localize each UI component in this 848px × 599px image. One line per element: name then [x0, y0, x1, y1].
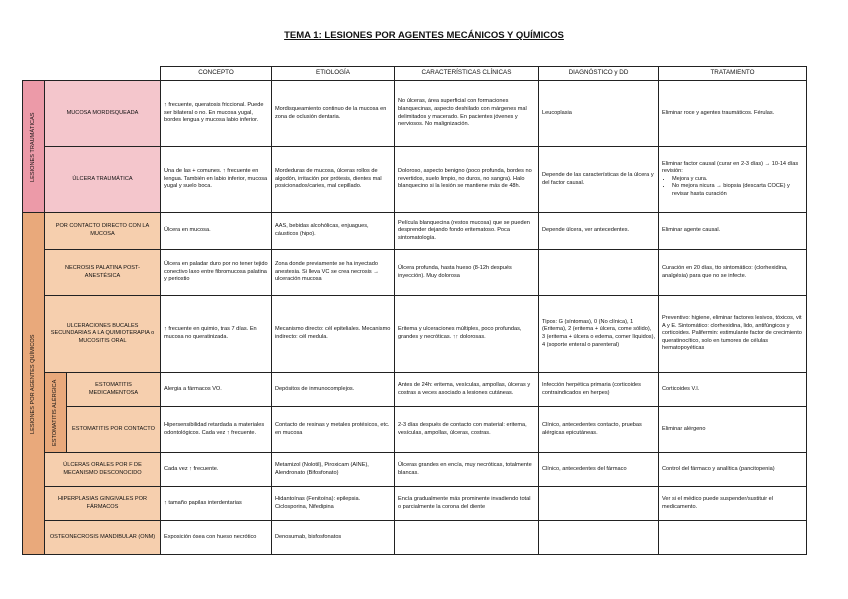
cell-concepto: ↑ tamaño papilas interdentarias	[161, 487, 272, 521]
cell-tratamiento: Preventivo: higiene, eliminar factores lesivos, tóxicos, vit A y E. Sintomático: clorhexidina, lido, antifúngicos y corticoides. Palifermin: estimulante factor de crecimiento queratinocítico, solo en tumores de células hematopoyéticas	[659, 296, 807, 373]
cell-tratamiento	[659, 147, 807, 213]
header-diagnostico: DIAGNÓSTICO y DD	[539, 67, 659, 81]
cell-diagnostico: Tipos: G (síntomas), 0 (No clínica), 1 (Eritema), 2 (eritema + úlcera, come sólido), 3 (eritema + úlcera o edema, comer líquidos), 4 (soporte enteral o parenteral)	[539, 296, 659, 373]
cell-concepto: Alergia a fármacos VO.	[161, 373, 272, 407]
table-row	[23, 296, 807, 373]
cell-clinica: Úlcera profunda, hasta hueso (8-12h después inyección). Muy dolorosa	[395, 250, 539, 296]
header-concepto: CONCEPTO	[161, 67, 272, 81]
cell-concepto: Una de las + comunes. ↑ frecuente en lengua. También en labio inferior, mucosa yugal y suelo boca.	[161, 147, 272, 213]
cell-diagnostico: Depende de las características de la úlcera y del factor causal.	[539, 147, 659, 213]
table-row	[23, 147, 807, 213]
cell-tratamiento: Control del fármaco y analítica (pancitopenia)	[659, 453, 807, 487]
cell-clinica: Antes de 24h: eritema, vesículas, ampollas, úlceras y costras a veces asociado a lesiones cutáneas.	[395, 373, 539, 407]
cell-clinica: Encía gradualmente más prominente invadiendo total o parcialmente la corona del diente	[395, 487, 539, 521]
cell-diagnostico: Clínico, antecedentes contacto, pruebas alérgicas epicutáneas.	[539, 407, 659, 453]
cell-etiologia: AAS, bebidas alcohólicas, enjuagues, cáusticos (hipo).	[272, 213, 395, 250]
cell-concepto: Hipersensibilidad retardada a materiales odontológicos. Cada vez ↑ frecuente.	[161, 407, 272, 453]
tratamiento-text: Eliminar factor causal (curar en 2-3 días) → 10-14 días revisión:	[662, 160, 799, 175]
cell-clinica: Eritema y ulceraciones múltiples, poco profundas, grandes y necróticas. ↑↑ dolorosas.	[395, 296, 539, 373]
table-row	[23, 453, 807, 487]
page-title: TEMA 1: LESIONES POR AGENTES MECÁNICOS Y QUÍMICOS	[284, 30, 564, 41]
cell-concepto: Úlcera en paladar duro por no tener tejido conectivo laxo entre fibromucosa palatina y periostio	[161, 250, 272, 296]
category-chemical: LESIONES POR AGENTES QUÍMICOS	[23, 213, 45, 555]
cell-diagnostico: Depende úlcera, ver antecedentes.	[539, 213, 659, 250]
cell-etiologia: Denosumab, bisfosfonatos	[272, 521, 395, 555]
header-tratamiento: TRATAMIENTO	[659, 67, 807, 81]
cell-diagnostico: Leucoplasia	[539, 81, 659, 147]
cell-diagnostico	[539, 487, 659, 521]
row-name: POR CONTACTO DIRECTO CON LA MUCOSA	[45, 213, 161, 250]
cell-tratamiento: Eliminar roce y agentes traumáticos. Férulas.	[659, 81, 807, 147]
table-row	[23, 81, 807, 147]
cell-clinica: No úlceras, área superficial con formaciones blanquecinas, aspecto deshilado con márgenes mal delimitados y macerado. En pacientes jóvenes y nerviosos. No malignización.	[395, 81, 539, 147]
cell-diagnostico: Clínico, antecedentes del fármaco	[539, 453, 659, 487]
table-row	[23, 213, 807, 250]
table-row	[23, 521, 807, 555]
cell-clinica: 2-3 días después de contacto con material: eritema, vesículas, ampollas, úlceras, costras.	[395, 407, 539, 453]
row-name: OSTEONECROSIS MANDIBULAR (ONM)	[45, 521, 161, 555]
cell-etiologia: Hidantoínas (Fenitoína): epilepsia. Ciclosporina, Nifedipina	[272, 487, 395, 521]
row-name: ÚLCERA TRAUMÁTICA	[45, 147, 161, 213]
header-clinica: CARACTERÍSTICAS CLÍNICAS	[395, 67, 539, 81]
cell-diagnostico	[539, 521, 659, 555]
list-item: • Mejora y cura.	[672, 176, 803, 184]
cell-diagnostico: Infección herpética primaria (corticoides contraindicados en herpes)	[539, 373, 659, 407]
cell-concepto: Úlcera en mucosa.	[161, 213, 272, 250]
tratamiento-list	[662, 176, 803, 199]
cell-etiologia: Contacto de resinas y metales protésicos, etc. en mucosa	[272, 407, 395, 453]
cell-clinica	[395, 521, 539, 555]
cell-concepto: ↑ frecuente, queratosis friccional. Puede ser bilateral o no. En mucosa yugal, bordes lengua y mucosa labio inferior.	[161, 81, 272, 147]
cell-clinica: Doloroso, aspecto benigno (poco profunda, bordes no revertidos, suelo limpio, no duros, no sangra). Halo blanquecino si la lesión se mantiene más de 48h.	[395, 147, 539, 213]
row-name: MUCOSA MORDISQUEADA	[45, 81, 161, 147]
header-etiologia: ETIOLOGÍA	[272, 67, 395, 81]
row-name: ULCERACIONES BUCALES SECUNDARIAS A LA QUIMIOTERAPIA o MUCOSITIS ORAL	[45, 296, 161, 373]
header-row	[23, 67, 807, 81]
cell-concepto: ↑ frecuente en quimio, tras 7 días. En mucosa no queratinizada.	[161, 296, 272, 373]
row-name: NECROSIS PALATINA POST-ANESTÉSICA	[45, 250, 161, 296]
cell-clinica: Película blanquecina (restos mucosa) que se pueden desprender dejando fondo eritematoso. Poca sintomatología.	[395, 213, 539, 250]
cell-tratamiento: Corticoides V.I.	[659, 373, 807, 407]
row-name: ESTOMATITIS MEDICAMENTOSA	[67, 373, 161, 407]
cell-etiologia: Zona donde previamente se ha inyectado anestesia. Si lleva VC se crea necrosis → ulceración mucosa	[272, 250, 395, 296]
cell-clinica: Úlceras grandes en encía, muy necróticas, totalmente blancas.	[395, 453, 539, 487]
table-row	[23, 373, 807, 407]
category-allergic: ESTOMATITIS ALÉRGICA	[45, 373, 67, 453]
cell-concepto: Cada vez ↑ frecuente.	[161, 453, 272, 487]
row-name: HIPERPLASIAS GINGIVALES POR FÁRMACOS	[45, 487, 161, 521]
cell-tratamiento: Eliminar agente causal.	[659, 213, 807, 250]
table-row	[23, 487, 807, 521]
cell-concepto: Exposición ósea con hueso necrótico	[161, 521, 272, 555]
table-row	[23, 250, 807, 296]
category-traumatic: LESIONES TRAUMÁTICAS	[23, 81, 45, 213]
cell-etiologia: Metamizol (Nolotil), Piroxicam (AINE), Alendronato (Bifosfonato)	[272, 453, 395, 487]
list-item: • No mejora nicura → biopsia (descarta COCE) y revisar hasta curación	[672, 183, 803, 198]
cell-tratamiento: Eliminar alérgeno	[659, 407, 807, 453]
cell-tratamiento	[659, 521, 807, 555]
lesions-table	[22, 66, 807, 555]
table-row	[23, 407, 807, 453]
row-name: ESTOMATITIS POR CONTACTO	[67, 407, 161, 453]
cell-etiologia: Depósitos de inmunocomplejos.	[272, 373, 395, 407]
cell-tratamiento: Ver si el médico puede suspender/sustituir el medicamento.	[659, 487, 807, 521]
cell-tratamiento: Curación en 20 días, tto sintomático: (clorhexidina, analgésia) para que no se infecte.	[659, 250, 807, 296]
cell-etiologia: Mordeduras de mucosa, úlceras rollos de algodón, irritación por prótesis, dientes mal posicionados/caries, mal cepillado.	[272, 147, 395, 213]
row-name: ÚLCERAS ORALES POR F DE MECANISMO DESCONOCIDO	[45, 453, 161, 487]
cell-diagnostico	[539, 250, 659, 296]
cell-etiologia: Mecanismo directo: cél epiteliales. Mecanismo indirecto: cél medula.	[272, 296, 395, 373]
cell-etiologia: Mordisqueamiento continuo de la mucosa en zona de oclusión dentaria.	[272, 81, 395, 147]
